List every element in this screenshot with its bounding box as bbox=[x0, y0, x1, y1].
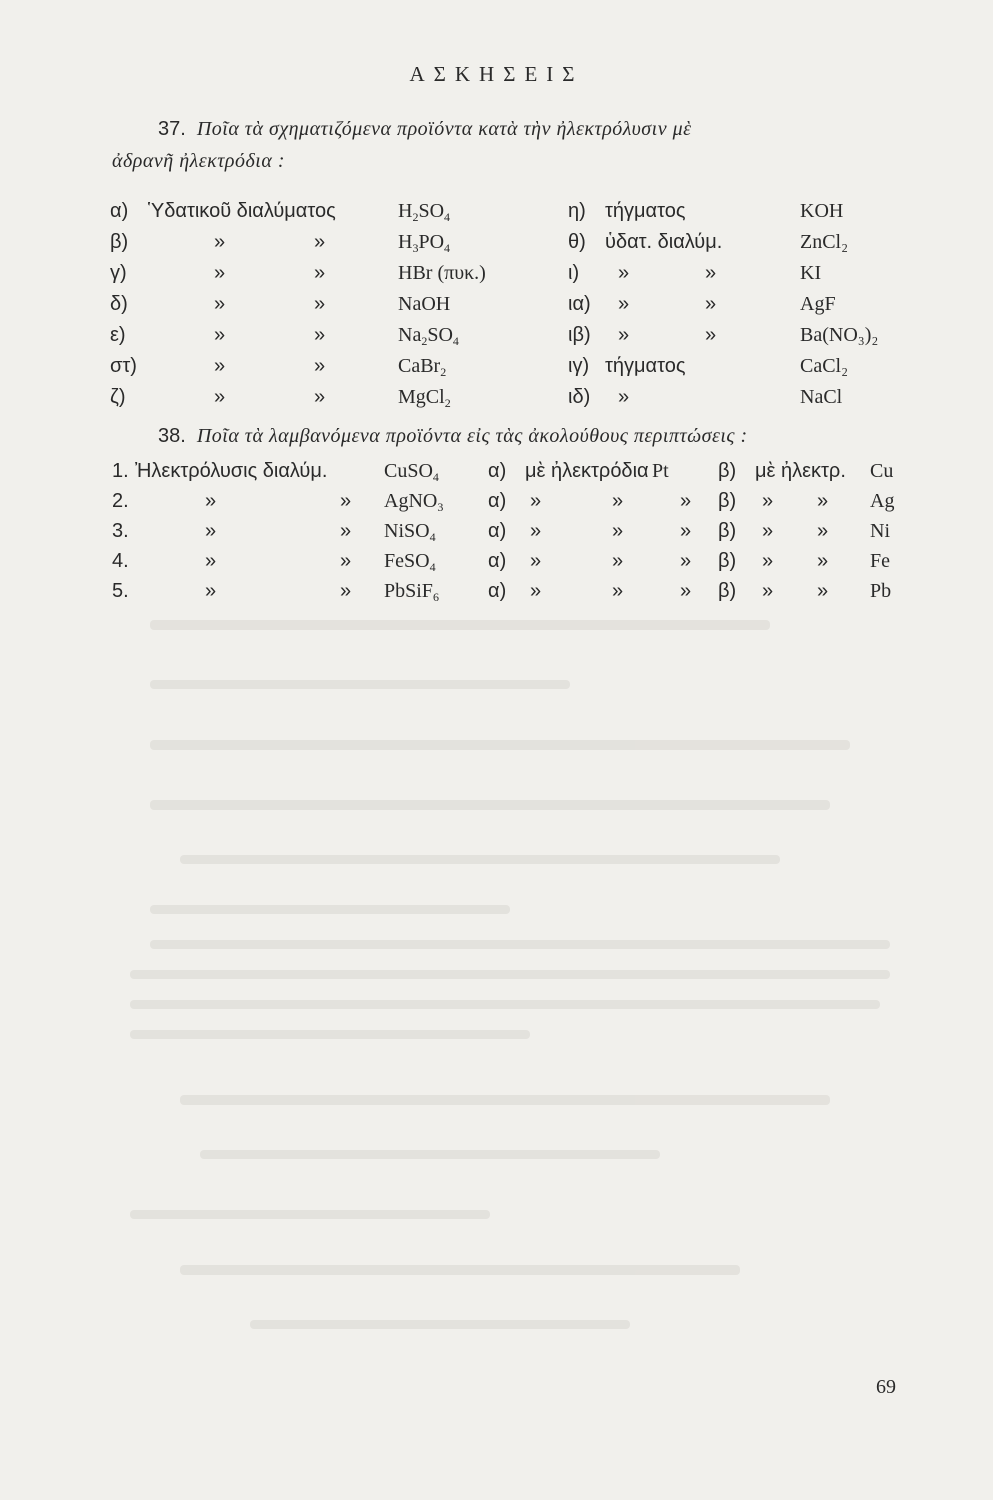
chemical-formula: Ba(NO₃)₂ bbox=[800, 324, 879, 346]
ditto-mark: » bbox=[762, 580, 774, 602]
item-number: 1. bbox=[112, 460, 129, 482]
chemical-formula: ZnCl₂ bbox=[800, 231, 849, 253]
item-number: 3. bbox=[112, 520, 129, 542]
formula-part: MgCl bbox=[398, 386, 445, 408]
question-text: Ποῖα τὰ λαμβανόμενα προϊόντα εἰς τὰς ἀκολούθους περιπτώσεις : bbox=[196, 425, 748, 447]
formula-part: CuSO bbox=[384, 460, 433, 482]
question-37-line1 bbox=[158, 118, 692, 141]
ditto-mark: » bbox=[612, 580, 624, 602]
chemical-formula bbox=[398, 324, 459, 349]
formula-subscript: 2 bbox=[412, 210, 419, 224]
item-label: η) bbox=[568, 200, 586, 222]
formula-subscript: 4 bbox=[429, 560, 436, 574]
ditto-mark: » bbox=[817, 520, 829, 542]
option-label: α) bbox=[488, 580, 507, 602]
question-38-line1 bbox=[158, 425, 748, 448]
formula-subscript: 2 bbox=[440, 365, 447, 379]
formula-part: H bbox=[398, 200, 413, 222]
item-description: Ἠλεκτρόλυσις διαλύμ. bbox=[135, 460, 328, 482]
chemical-formula bbox=[398, 262, 486, 285]
option-label: α) bbox=[488, 460, 507, 482]
option-label: β) bbox=[718, 460, 737, 482]
ditto-mark: » bbox=[530, 490, 542, 512]
ditto-mark: » bbox=[705, 293, 717, 315]
item-label: ε) bbox=[110, 324, 126, 346]
ditto-mark: » bbox=[314, 262, 326, 284]
ditto-mark: » bbox=[680, 580, 692, 602]
ditto-mark: » bbox=[762, 550, 774, 572]
formula-subscript: 4 bbox=[452, 334, 459, 348]
item-label: ιδ) bbox=[568, 386, 591, 408]
ditto-mark: » bbox=[618, 293, 630, 315]
ditto-mark: » bbox=[314, 293, 326, 315]
ditto-mark: » bbox=[680, 520, 692, 542]
formula-part: SO bbox=[418, 200, 445, 222]
item-label: ι) bbox=[568, 262, 580, 284]
chemical-formula bbox=[398, 200, 450, 225]
electrode-material: Pt bbox=[652, 460, 669, 482]
option-label: β) bbox=[718, 520, 737, 542]
ditto-mark: » bbox=[314, 386, 326, 408]
ditto-mark: » bbox=[340, 580, 352, 602]
item-label: ια) bbox=[568, 293, 591, 315]
ditto-mark: » bbox=[340, 520, 352, 542]
ditto-mark: » bbox=[762, 520, 774, 542]
chemical-formula: AgF bbox=[800, 293, 836, 315]
question-text: Ποῖα τὰ σχηματιζόμενα προϊόντα κατὰ τὴν ἠλεκτρόλυσιν μὲ bbox=[196, 118, 692, 140]
chemical-formula bbox=[398, 386, 451, 411]
chemical-formula bbox=[384, 490, 443, 515]
formula-part: SO bbox=[427, 324, 453, 346]
electrode-material: Pb bbox=[870, 580, 892, 602]
item-label: ιβ) bbox=[568, 324, 591, 346]
formula-part: PbSiF bbox=[384, 580, 433, 602]
formula-part: NaOH bbox=[398, 293, 451, 315]
ditto-mark: » bbox=[612, 520, 624, 542]
formula-part: PO bbox=[418, 231, 445, 253]
item-description: τήγματος bbox=[605, 200, 686, 222]
formula-part: CaBr bbox=[398, 355, 441, 377]
option-description: μὲ ἠλεκτρ. bbox=[755, 460, 846, 482]
page-header: ΑΣΚΗΣΕΙΣ bbox=[409, 62, 584, 86]
item-label: στ) bbox=[110, 355, 137, 377]
ditto-mark: » bbox=[618, 324, 630, 346]
item-label: δ) bbox=[110, 293, 128, 315]
formula-part: FeSO bbox=[384, 550, 430, 572]
ditto-mark: » bbox=[680, 550, 692, 572]
page-number: 69 bbox=[876, 1376, 896, 1398]
electrode-material: Cu bbox=[870, 460, 894, 482]
formula-part: NiSO bbox=[384, 520, 430, 542]
formula-part: Na bbox=[398, 324, 422, 346]
option-label: β) bbox=[718, 580, 737, 602]
ditto-mark: » bbox=[705, 324, 717, 346]
ditto-mark: » bbox=[214, 262, 226, 284]
formula-part: H bbox=[398, 231, 413, 253]
item-label: ζ) bbox=[110, 386, 126, 408]
ditto-mark: » bbox=[530, 550, 542, 572]
item-label: α) bbox=[110, 200, 129, 222]
ditto-mark: » bbox=[817, 580, 829, 602]
item-label: θ) bbox=[568, 231, 586, 253]
question-37-line2 bbox=[112, 150, 285, 173]
chemical-formula bbox=[398, 293, 450, 316]
chemical-formula bbox=[384, 520, 436, 545]
ditto-mark: » bbox=[618, 262, 630, 284]
ditto-mark: » bbox=[205, 490, 217, 512]
ditto-mark: » bbox=[214, 355, 226, 377]
ditto-mark: » bbox=[205, 550, 217, 572]
chemical-formula: NaCl bbox=[800, 386, 843, 408]
ditto-mark: » bbox=[214, 293, 226, 315]
electrode-material: Ni bbox=[870, 520, 890, 542]
option-label: α) bbox=[488, 550, 507, 572]
item-number: 4. bbox=[112, 550, 129, 572]
formula-subscript: 4 bbox=[432, 470, 439, 484]
ditto-mark: » bbox=[214, 324, 226, 346]
formula-subscript: 3 bbox=[412, 241, 419, 255]
formula-subscript: 4 bbox=[444, 241, 451, 255]
formula-subscript: 6 bbox=[432, 590, 439, 604]
chemical-formula bbox=[384, 460, 439, 485]
formula-subscript: 4 bbox=[429, 530, 436, 544]
option-label: β) bbox=[718, 490, 737, 512]
ditto-mark: » bbox=[817, 490, 829, 512]
ditto-mark: » bbox=[214, 386, 226, 408]
item-label: ιγ) bbox=[568, 355, 590, 377]
ditto-mark: » bbox=[340, 490, 352, 512]
ditto-mark: » bbox=[314, 231, 326, 253]
item-number: 5. bbox=[112, 580, 129, 602]
formula-part: AgNO bbox=[384, 490, 438, 512]
item-description: τήγματος bbox=[605, 355, 686, 377]
chemical-formula: KI bbox=[800, 262, 822, 284]
ditto-mark: » bbox=[618, 386, 630, 408]
question-number: 37. bbox=[158, 118, 186, 140]
formula-subscript: 2 bbox=[444, 396, 451, 410]
chemical-formula bbox=[384, 580, 439, 605]
ditto-mark: » bbox=[762, 490, 774, 512]
chemical-formula bbox=[398, 355, 446, 380]
ditto-mark: » bbox=[214, 231, 226, 253]
option-label: α) bbox=[488, 520, 507, 542]
ditto-mark: » bbox=[530, 520, 542, 542]
item-number: 2. bbox=[112, 490, 129, 512]
ditto-mark: » bbox=[314, 355, 326, 377]
ditto-mark: » bbox=[705, 262, 717, 284]
formula-part: HBr (πυκ.) bbox=[398, 262, 486, 284]
formula-subscript: 4 bbox=[444, 210, 451, 224]
chemical-formula: KOH bbox=[800, 200, 844, 222]
ditto-mark: » bbox=[340, 550, 352, 572]
ditto-mark: » bbox=[817, 550, 829, 572]
electrode-material: Fe bbox=[870, 550, 890, 572]
ditto-mark: » bbox=[205, 520, 217, 542]
item-description: Ὑδατικοῦ διαλύματος bbox=[148, 200, 336, 222]
ditto-mark: » bbox=[314, 324, 326, 346]
question-number: 38. bbox=[158, 425, 186, 447]
electrode-material: Ag bbox=[870, 490, 895, 512]
item-description: ὑδατ. διαλύμ. bbox=[605, 231, 723, 253]
option-label: β) bbox=[718, 550, 737, 572]
option-label: α) bbox=[488, 490, 507, 512]
chemical-formula: CaCl₂ bbox=[800, 355, 849, 377]
chemical-formula bbox=[398, 231, 450, 256]
option-description: μὲ ἠλεκτρόδια bbox=[525, 460, 649, 482]
formula-subscript: 3 bbox=[437, 500, 444, 514]
question-text-cont: ἀδρανῆ ἠλεκτρόδια : bbox=[112, 150, 286, 172]
ditto-mark: » bbox=[612, 490, 624, 512]
formula-subscript: 2 bbox=[421, 334, 428, 348]
ditto-mark: » bbox=[612, 550, 624, 572]
ditto-mark: » bbox=[530, 580, 542, 602]
ditto-mark: » bbox=[680, 490, 692, 512]
item-label: β) bbox=[110, 231, 129, 253]
ditto-mark: » bbox=[205, 580, 217, 602]
item-label: γ) bbox=[110, 262, 127, 284]
chemical-formula bbox=[384, 550, 436, 575]
